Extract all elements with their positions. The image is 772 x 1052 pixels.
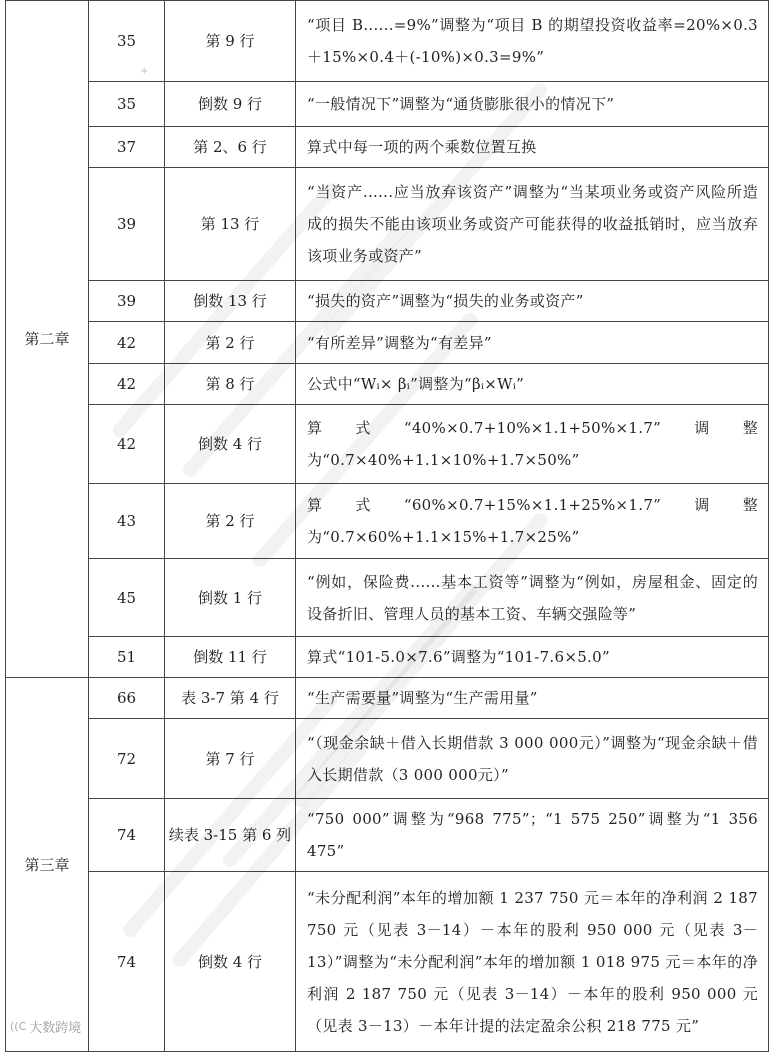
page-cell: 37 — [89, 127, 165, 168]
table-row — [6, 678, 769, 719]
chapter-cell: 第三章 — [6, 678, 89, 1052]
description-cell: “生产需要量”调整为“生产需用量” — [296, 678, 769, 719]
page-cell: 43 — [89, 484, 165, 559]
description-cell: “750 000”调整为“968 775”；“1 575 250”调整为“1 356 475” — [296, 799, 769, 872]
line-cell: 第 7 行 — [165, 719, 296, 799]
description-cell: 算式“101-5.0×7.6”调整为“101-7.6×5.0” — [296, 637, 769, 678]
page-cell: 39 — [89, 168, 165, 281]
table-row — [6, 719, 769, 799]
table-row — [6, 82, 769, 127]
page-cell: 35 — [89, 82, 165, 127]
description-cell: “项目 B......=9%”调整为“项目 B 的期望投资收益率=20%×0.3＋15%×0.4＋(-10%)×0.3=9%” — [296, 1, 769, 82]
line-cell: 倒数 11 行 — [165, 637, 296, 678]
description-cell: “当资产......应当放弃该资产”调整为“当某项业务或资产风险所造成的损失不能由该项业务或资产可能获得的收益抵销时，应当放弃该项业务或资产” — [296, 168, 769, 281]
table-row — [6, 559, 769, 637]
description-cell: “损失的资产”调整为“损失的业务或资产” — [296, 281, 769, 322]
table-row — [6, 484, 769, 559]
page-cell: 45 — [89, 559, 165, 637]
logo-icon: ((C — [10, 1019, 27, 1033]
page-cell: 35 — [89, 1, 165, 82]
line-cell: 第 2、6 行 — [165, 127, 296, 168]
line-cell: 倒数 4 行 — [165, 405, 296, 484]
page-cell: 42 — [89, 405, 165, 484]
page-cell: 66 — [89, 678, 165, 719]
line-cell: 第 13 行 — [165, 168, 296, 281]
table-row — [6, 168, 769, 281]
footer-logo — [10, 1014, 81, 1038]
logo-text: 大数跨境 — [29, 1020, 82, 1036]
page-cell: 74 — [89, 799, 165, 872]
description-cell: “例如，保险费......基本工资等”调整为“例如，房屋租金、固定的设备折旧、管理人员的基本工资、车辆交强险等” — [296, 559, 769, 637]
table-row — [6, 405, 769, 484]
table-row — [6, 637, 769, 678]
line-cell: 第 2 行 — [165, 322, 296, 364]
table-row — [6, 1, 769, 82]
chapter-cell: 第二章 — [6, 1, 89, 678]
description-cell: “（现金余缺＋借入长期借款 3 000 000元）”调整为“现金余缺＋借入长期借款（3 000 000元）” — [296, 719, 769, 799]
line-cell: 倒数 1 行 — [165, 559, 296, 637]
table-row — [6, 322, 769, 364]
description-cell: 公式中“Wᵢ× βᵢ”调整为“βᵢ×Wᵢ” — [296, 364, 769, 405]
page-cell: 51 — [89, 637, 165, 678]
page-cell: 74 — [89, 872, 165, 1052]
plus-mark: + — [140, 66, 149, 77]
description-cell: “一般情况下”调整为“通货膨胀很小的情况下” — [296, 82, 769, 127]
line-cell: 表 3-7 第 4 行 — [165, 678, 296, 719]
line-cell: 续表 3-15 第 6 列 — [165, 799, 296, 872]
page-cell: 39 — [89, 281, 165, 322]
table-row — [6, 281, 769, 322]
line-cell: 倒数 9 行 — [165, 82, 296, 127]
description-cell: “未分配利润”本年的增加额 1 237 750 元＝本年的净利润 2 187 750 元（见表 3－14）－本年的股利 950 000 元（见表 3－13）”调整为“未分配利润”本年的增加额 1 018 975 元＝本年的净利润 2 187 750 元（见表 3－14）－本年的股利 950 000 元（见表 3－13）－本年计提的法定盈余公积 218 775 元” — [296, 872, 769, 1052]
description-cell: “有所差异”调整为“有差异” — [296, 322, 769, 364]
page-cell: 42 — [89, 322, 165, 364]
description-cell: 算式中每一项的两个乘数位置互换 — [296, 127, 769, 168]
line-cell: 倒数 4 行 — [165, 872, 296, 1052]
page-cell: 42 — [89, 364, 165, 405]
table-row — [6, 364, 769, 405]
table-row — [6, 127, 769, 168]
line-cell: 第 2 行 — [165, 484, 296, 559]
description-cell: 算式“40%×0.7+10%×1.1+50%×1.7”调整为“0.7×40%+1.1×10%+1.7×50%” — [296, 405, 769, 484]
line-cell: 第 9 行 — [165, 1, 296, 82]
line-cell: 倒数 13 行 — [165, 281, 296, 322]
errata-table — [5, 0, 769, 1052]
page-cell: 72 — [89, 719, 165, 799]
line-cell: 第 8 行 — [165, 364, 296, 405]
table-row — [6, 872, 769, 1052]
table-row — [6, 799, 769, 872]
description-cell: 算式“60%×0.7+15%×1.1+25%×1.7”调整为“0.7×60%+1.1×15%+1.7×25%” — [296, 484, 769, 559]
